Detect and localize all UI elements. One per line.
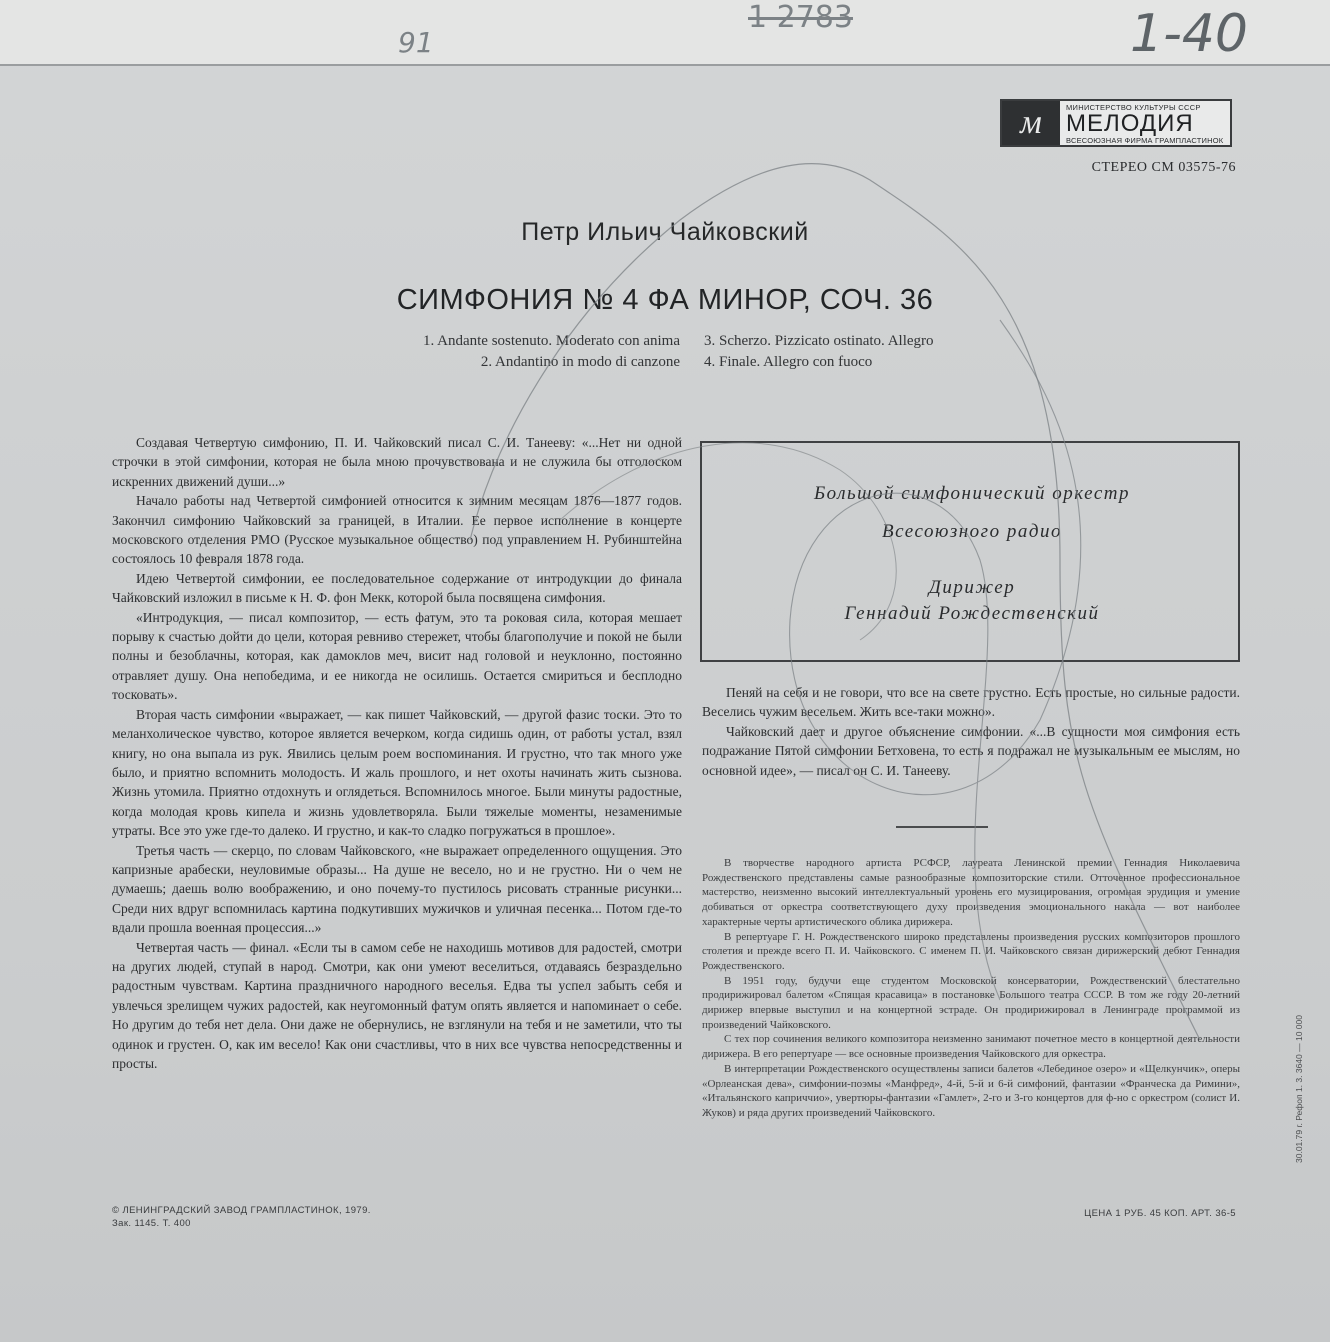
movement-4: 4. Finale. Allegro con fuoco bbox=[704, 354, 873, 370]
orchestra-line-2: Всесоюзного радио bbox=[882, 521, 1062, 542]
side-print-line: 30.01.79 г. Рефоп 1. 3. 3640 — 10 000 bbox=[1294, 1015, 1304, 1163]
composer-name: Петр Ильич Чайковский bbox=[521, 218, 809, 246]
firm-text: ВСЕСОЮЗНАЯ ФИРМА ГРАМПЛАСТИНОК bbox=[1066, 136, 1224, 145]
bio-paragraph: В интерпретации Рождественского осуществлены записи балетов «Лебединое озеро» и «Щелкунчик», оперы «Орлеанская дева», симфонии-поэмы «Манфред», 4-й, 5-й и 6-й симфоний, фантазии «Франческа да Римини», «Итальянского каприччио», увертюры-фантазии «Гамлет», 2-го и 3-го концертов для ф-но с оркестром (солист И. Жуков) и ряда других произведений Чайковского. bbox=[702, 1062, 1240, 1119]
orchestra-line-1: Большой симфонический оркестр bbox=[813, 483, 1131, 504]
bio-paragraph: В 1951 году, будучи еще студентом Московской консерватории, Рождественский блестательно продирижировал балетом «Спящая красавица» в постановке Большого театра СССР. В том же году 20-летний дирижер впервые выступил и на концертной эстраде. Он продирижировал в Ленинграде программой из произведений Чайковского. bbox=[702, 974, 1240, 1031]
notes-paragraph: Третья часть — скерцо, по словам Чайковского, «не выражает определенного ощущения. Это капризные арабески, неуловимые образы... На душе не весело, но и не грустно. Ни о чем не думаешь; даешь волю воображению, и оно почему-то пустилось рисовать странные рисунки... Среди них вдруг вспомнилась картина подкутивших мужичков и уличная песенка... Потом где-то вдали прошла военная процессия...» bbox=[112, 842, 682, 936]
movement-3: 3. Scherzo. Pizzicato ostinato. Allegro bbox=[704, 333, 934, 349]
copyright-line: © ЛЕНИНГРАДСКИЙ ЗАВОД ГРАМПЛАСТИНОК, 1979. bbox=[112, 1205, 371, 1216]
movement-1: 1. Andante sostenuto. Moderato con anima bbox=[422, 333, 680, 349]
notes-paragraph: «Интродукция, — писал композитор, — есть фатум, это та роковая сила, которая мешает порыву к счастью дойти до цели, которая ревниво стережет, чтобы благополучие и покой не были полны и безоблачны, которая, как дамоклов меч, висит над головой и неуклонно, постоянно отравляет душу. Она непобедима, и ее никогда не осилишь. Остается смириться и бесплодно тосковать». bbox=[112, 609, 682, 703]
conductor-name: Геннадий Рождественский bbox=[844, 603, 1100, 624]
notes-paragraph: Четвертая часть — финал. «Если ты в самом себе не находишь мотивов для радостей, смотри на других людей, ступай в народ. Смотри, как они умеют веселиться, отдаваясь безраздельно радостным чувствам. Картина праздничного народного веселья. Едва ты успел забыть себя и увлечься зрелищем чужих радостей, как неугомонный фатум опять является и напоминает о себе. Но другим до тебя нет дела. Они даже не обернулись, не взглянули на тебя и не заметили, что ты одинок и грустен. О, как им весело! Как они счастливы, что в них все чувства непосредственны и просты. bbox=[112, 939, 682, 1071]
handwritten-note-center: 1 2783 bbox=[748, 0, 853, 35]
bio-paragraph: В репертуаре Г. Н. Рождественского широко представлены произведения русских композиторов прошлого столетия и прежде всего П. И. Чайковского. С именем П. И. Чайковского связан дирижерский дебют Геннадия Рождественского. bbox=[702, 930, 1240, 972]
notes-paragraph: Создавая Четвертую симфонию, П. И. Чайковский писал С. И. Танееву: «...Нет ни одной строчки в этой симфонии, которая не была мною прочувствована и не служила бы отголоском искренних движений души...» bbox=[112, 435, 682, 489]
catalog-number: СТЕРЕО СМ 03575-76 bbox=[1091, 160, 1236, 175]
notes-paragraph: Чайковский дает и другое объяснение симфонии. «...В сущности моя симфония есть подражание Пятой симфонии Бетховена, то есть я подражал не музыкальным ее мыслям, но основной идее», — писал он С. И. Танееву. bbox=[702, 723, 1240, 778]
notes-paragraph: Вторая часть симфонии «выражает, — как пишет Чайковский, — другой фазис тоски. Это то меланхолическое чувство, которое является вечерком, когда сидишь один, от работы устал, взял книгу, но она выпала из рук. Явились целым роем воспоминания. И грустно, что так много уже было, и приятно вспомнить молодость. И жаль прошлого, и нет охоты начинать жить сызнова. Жизнь утомила. Приятно отдохнуть и оглядеться. Вспомнилось многое. Были минуты радостные, когда молодая кровь кипела и жизнь удовлетворяла. Были тяжелые моменты, незаменимые утраты. Все это уже где-то далеко. И грустно, и как-то сладко погружаться в прошлое». bbox=[112, 706, 682, 839]
notes-paragraph: Пеняй на себя и не говори, что все на свете грустно. Есть простые, но сильные радости. Веселись чужим весельем. Жить все-таки можно». bbox=[702, 685, 1240, 720]
price-line: ЦЕНА 1 РУБ. 45 КОП. АРТ. 36-5 bbox=[1084, 1208, 1236, 1219]
work-title: СИМФОНИЯ № 4 ФА МИНОР, СОЧ. 36 bbox=[396, 284, 934, 316]
order-line: Зак. 1145. Т. 400 bbox=[112, 1218, 191, 1229]
handwritten-note-right: 1-40 bbox=[1130, 4, 1249, 64]
bio-paragraph: С тех пор сочинения великого композитора неизменно занимают почетное место в концертной деятельности дирижера. В его репертуаре — все основные произведения Чайковского для оркестра. bbox=[702, 1033, 1240, 1061]
brand-name: МЕЛОДИЯ bbox=[1066, 110, 1194, 137]
conductor-role: Дирижер bbox=[928, 577, 1016, 598]
handwritten-note-left: 91 bbox=[398, 26, 434, 59]
melodiya-logo-icon: м bbox=[1002, 101, 1060, 145]
ministry-text: МИНИСТЕРСТВО КУЛЬТУРЫ СССР bbox=[1066, 103, 1201, 112]
notes-paragraph: Начало работы над Четвертой симфонией относится к зимним месяцам 1876—1877 годов. Закончил симфонию Чайковский за границей, в Италии. Ее первое исполнение в концерте московского отделения РМО (Русское музыкальное общество) под управлением Н. Рубинштейна состоялось 10 февраля 1878 года. bbox=[112, 493, 682, 567]
bio-paragraph: В творчестве народного артиста РСФСР, лауреата Ленинской премии Геннадия Николаевича Рождественского представлены самые разнообразные композиторские стили. Отточенное профессиональное мастерство, неизменно высокий интеллектуальный уровень его музицирования, огромная эрудиция и умение добиваться от оркестра соответствующего духу произведения эмоционального накала — вот наиболее характерные черты артистического облика дирижера. bbox=[702, 857, 1240, 928]
notes-paragraph: Идею Четвертой симфонии, ее последовательное содержание от интродукции до финала Чайковский изложил в письме к Н. Ф. фон Мекк, которой была посвящена симфония. bbox=[112, 570, 682, 606]
movement-2: 2. Andantino in modo di canzone bbox=[480, 354, 680, 370]
